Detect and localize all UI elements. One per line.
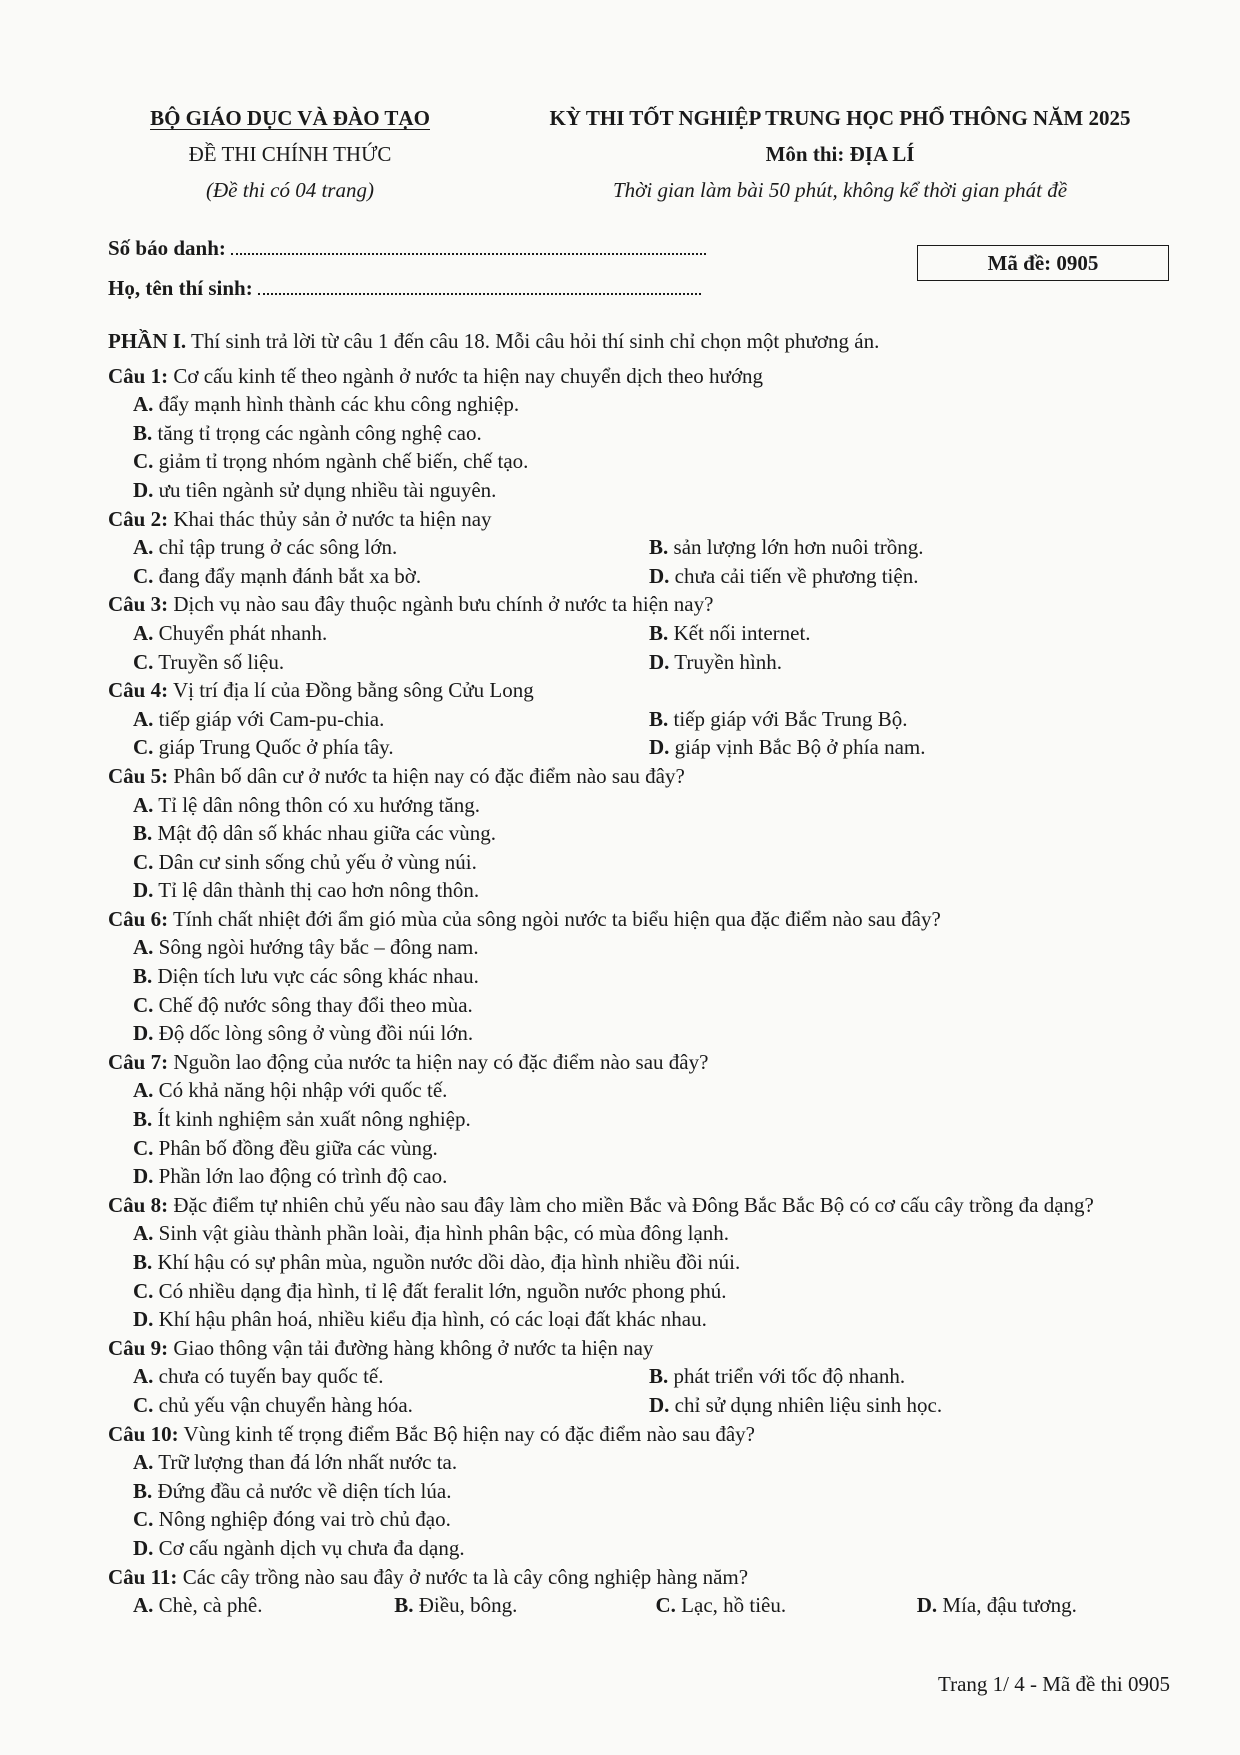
answer-option[interactable] — [108, 1248, 1178, 1277]
option-text: chỉ sử dụng nhiên liệu sinh học. — [674, 1392, 943, 1417]
question-label: Câu 1: — [108, 363, 169, 388]
option-text: Trữ lượng than đá lớn nhất nước ta. — [158, 1450, 458, 1475]
option-letter: B. — [649, 535, 669, 560]
option-text: Có khả năng hội nhập với quốc tế. — [158, 1078, 448, 1103]
option-text: Truyền số liệu. — [158, 649, 285, 674]
option-text: Sinh vật giàu thành phần loài, địa hình phân bậc, có mùa đông lạnh. — [158, 1221, 730, 1246]
option-text: đẩy mạnh hình thành các khu công nghiệp. — [158, 392, 520, 417]
answer-option[interactable] — [108, 1534, 1178, 1563]
options-row — [108, 1362, 1178, 1391]
option-text: sản lượng lớn hơn nuôi trồng. — [673, 535, 924, 560]
answer-option[interactable] — [133, 648, 649, 677]
question-text: Các cây trồng nào sau đây ở nước ta là cây công nghiệp hàng năm? — [182, 1564, 749, 1589]
answer-option[interactable] — [917, 1591, 1178, 1620]
answer-option[interactable] — [108, 1448, 1178, 1477]
answer-option[interactable] — [108, 1162, 1178, 1191]
official-label: ĐỀ THI CHÍNH THỨC — [188, 142, 392, 166]
question-stem — [108, 505, 1178, 534]
option-letter: C. — [133, 1278, 154, 1303]
option-letter: A. — [133, 1450, 154, 1475]
option-text: giáp Trung Quốc ở phía tây. — [158, 735, 394, 760]
option-letter: A. — [133, 792, 154, 817]
answer-option[interactable] — [133, 562, 649, 591]
options-row — [108, 533, 1178, 562]
option-letter: A. — [133, 1078, 154, 1103]
option-text: tăng tỉ trọng các ngành công nghệ cao. — [157, 420, 482, 445]
header-right — [490, 100, 1190, 208]
answer-option[interactable] — [108, 1019, 1178, 1048]
option-text: Phần lớn lao động có trình độ cao. — [158, 1164, 448, 1189]
options-row — [108, 733, 1178, 762]
option-text: Đứng đầu cả nước về diện tích lúa. — [157, 1478, 452, 1503]
question-8 — [108, 1191, 1178, 1334]
option-letter: A. — [133, 1364, 154, 1389]
option-text: phát triển với tốc độ nhanh. — [673, 1364, 906, 1389]
page-footer: Trang 1/ 4 - Mã đề thi 0905 — [938, 1672, 1170, 1696]
question-label: Câu 4: — [108, 678, 169, 703]
question-3 — [108, 590, 1178, 676]
option-text: Khí hậu phân hoá, nhiều kiểu địa hình, có các loại đất khác nhau. — [158, 1307, 707, 1332]
option-letter: B. — [649, 706, 669, 731]
answer-option[interactable] — [108, 876, 1178, 905]
answer-option[interactable] — [649, 619, 1165, 648]
exam-code-label: Mã đề: — [987, 251, 1052, 275]
answer-option[interactable] — [108, 1105, 1178, 1134]
answer-option[interactable] — [108, 1219, 1178, 1248]
question-text: Nguồn lao động của nước ta hiện nay có đặc điểm nào sau đây? — [173, 1049, 709, 1074]
option-text: Sông ngòi hướng tây bắc – đông nam. — [158, 935, 479, 960]
option-text: Mía, đậu tương. — [942, 1593, 1077, 1618]
option-letter: C. — [133, 735, 154, 760]
question-text: Đặc điểm tự nhiên chủ yếu nào sau đây làm cho miền Bắc và Đông Bắc Bắc Bộ có cơ cấu cây trồng đa dạng? — [173, 1192, 1094, 1217]
option-letter: A. — [133, 620, 154, 645]
option-letter: B. — [133, 964, 153, 989]
answer-option[interactable] — [108, 419, 1178, 448]
option-text: Tỉ lệ dân thành thị cao hơn nông thôn. — [158, 878, 480, 903]
answer-option[interactable] — [133, 533, 649, 562]
question-text: Phân bố dân cư ở nước ta hiện nay có đặc điểm nào sau đây? — [173, 763, 685, 788]
option-text: Ít kinh nghiệm sản xuất nông nghiệp. — [157, 1107, 471, 1132]
option-text: Diện tích lưu vực các sông khác nhau. — [157, 964, 479, 989]
answer-option[interactable] — [133, 1591, 394, 1620]
option-text: chưa có tuyến bay quốc tế. — [158, 1364, 384, 1389]
option-letter: D. — [133, 1535, 154, 1560]
exam-code-value: 0905 — [1056, 251, 1099, 275]
answer-option[interactable] — [108, 1305, 1178, 1334]
option-text: Độ dốc lòng sông ở vùng đồi núi lớn. — [158, 1021, 474, 1046]
question-4 — [108, 676, 1178, 762]
answer-option[interactable] — [649, 533, 1165, 562]
ministry-name: BỘ GIÁO DỤC VÀ ĐÀO TẠO — [150, 106, 430, 130]
option-letter: B. — [649, 1364, 669, 1389]
pages-note: (Đề thi có 04 trang) — [206, 178, 374, 202]
option-letter: B. — [394, 1593, 414, 1618]
answer-option[interactable] — [133, 1391, 649, 1420]
option-text: Chế độ nước sông thay đổi theo mùa. — [158, 992, 473, 1017]
question-10 — [108, 1420, 1178, 1563]
answer-option[interactable] — [649, 705, 1165, 734]
option-text: Khí hậu có sự phân mùa, nguồn nước dồi dào, địa hình nhiều đồi núi. — [157, 1250, 741, 1274]
candidate-id-label: Số báo danh: — [108, 236, 226, 260]
option-letter: B. — [133, 1107, 153, 1132]
question-stem — [108, 1334, 1178, 1363]
options-row — [108, 705, 1178, 734]
answer-option[interactable] — [133, 705, 649, 734]
answer-option[interactable] — [108, 1277, 1178, 1306]
option-letter: A. — [133, 1221, 154, 1246]
answer-option[interactable] — [108, 1134, 1178, 1163]
question-stem — [108, 362, 1178, 391]
question-5 — [108, 762, 1178, 905]
candidate-id-field — [108, 234, 706, 263]
option-text: chỉ tập trung ở các sông lớn. — [158, 535, 398, 560]
subject-label: Môn thi: — [765, 142, 845, 166]
question-label: Câu 7: — [108, 1049, 169, 1074]
option-letter: B. — [649, 620, 669, 645]
header-left — [100, 100, 480, 208]
option-text: Tỉ lệ dân nông thôn có xu hướng tăng. — [158, 792, 480, 817]
options-row — [108, 619, 1178, 648]
question-stem — [108, 1420, 1178, 1449]
option-text: Truyền hình. — [674, 649, 783, 674]
question-label: Câu 2: — [108, 506, 169, 531]
option-letter: B. — [133, 1478, 153, 1503]
answer-option[interactable] — [108, 791, 1178, 820]
answer-option[interactable] — [108, 933, 1178, 962]
answer-option[interactable] — [649, 562, 1165, 591]
question-label: Câu 10: — [108, 1421, 179, 1446]
option-letter: A. — [133, 935, 154, 960]
option-text: chưa cải tiến về phương tiện. — [674, 563, 919, 588]
answer-option[interactable] — [108, 476, 1178, 505]
option-letter: C. — [133, 992, 154, 1017]
answer-option[interactable] — [649, 1391, 1165, 1420]
answer-option[interactable] — [108, 1477, 1178, 1506]
question-text: Cơ cấu kinh tế theo ngành ở nước ta hiện nay chuyển dịch theo hướng — [173, 363, 764, 388]
option-text: Mật độ dân số khác nhau giữa các vùng. — [157, 821, 497, 846]
option-text: Dân cư sinh sống chủ yếu ở vùng núi. — [158, 849, 477, 874]
option-letter: D. — [133, 1021, 154, 1046]
option-text: Chuyển phát nhanh. — [158, 620, 328, 645]
options-row — [108, 562, 1178, 591]
answer-option[interactable] — [649, 1362, 1165, 1391]
option-text: chủ yếu vận chuyển hàng hóa. — [158, 1392, 413, 1417]
answer-option[interactable] — [649, 648, 1165, 677]
time-note: Thời gian làm bài 50 phút, không kể thời gian phát đề — [612, 178, 1068, 202]
option-text: tiếp giáp với Cam-pu-chia. — [158, 706, 385, 731]
option-letter: C. — [133, 849, 154, 874]
option-text: Kết nối internet. — [673, 620, 811, 645]
candidate-name-field — [108, 274, 701, 303]
option-text: giảm tỉ trọng nhóm ngành chế biến, chế tạo. — [158, 449, 529, 474]
question-stem — [108, 1191, 1178, 1220]
answer-option[interactable] — [108, 1076, 1178, 1105]
question-stem — [108, 1048, 1178, 1077]
answer-option[interactable] — [108, 819, 1178, 848]
question-list — [108, 362, 1178, 1620]
question-label: Câu 3: — [108, 592, 169, 617]
option-text: Có nhiều dạng địa hình, tỉ lệ đất feralit lớn, nguồn nước phong phú. — [158, 1278, 727, 1303]
option-text: Lạc, hồ tiêu. — [681, 1593, 787, 1618]
question-label: Câu 5: — [108, 763, 169, 788]
option-text: tiếp giáp với Bắc Trung Bộ. — [673, 706, 908, 731]
option-letter: C. — [133, 1392, 154, 1417]
option-letter: D. — [916, 1593, 938, 1618]
option-letter: C. — [655, 1593, 676, 1618]
part1-instruction — [108, 327, 1178, 356]
option-text: giáp vịnh Bắc Bộ ở phía nam. — [674, 735, 926, 760]
option-letter: D. — [133, 477, 154, 502]
option-text: Điều, bông. — [418, 1593, 518, 1618]
question-text: Tính chất nhiệt đới ẩm gió mùa của sông ngòi nước ta biểu hiện qua đặc điểm nào sau đây? — [172, 906, 941, 931]
option-letter: C. — [133, 563, 154, 588]
option-letter: C. — [133, 649, 154, 674]
answer-option[interactable] — [108, 1505, 1178, 1534]
options-row — [108, 648, 1178, 677]
answer-option[interactable] — [108, 848, 1178, 877]
candidate-name-label: Họ, tên thí sinh: — [108, 276, 253, 300]
question-text: Vị trí địa lí của Đồng bằng sông Cửu Long — [172, 678, 534, 703]
question-stem — [108, 676, 1178, 705]
option-letter: D. — [649, 735, 670, 760]
answer-option[interactable] — [649, 733, 1165, 762]
questions-body — [108, 327, 1178, 1620]
question-11 — [108, 1563, 1178, 1620]
question-stem — [108, 905, 1178, 934]
option-letter: D. — [649, 649, 670, 674]
answer-option[interactable] — [108, 991, 1178, 1020]
question-text: Khai thác thủy sản ở nước ta hiện nay — [173, 506, 492, 531]
option-text: Phân bố đồng đều giữa các vùng. — [158, 1135, 438, 1160]
answer-option[interactable] — [133, 619, 649, 648]
option-letter: B. — [133, 821, 153, 846]
option-letter: D. — [133, 878, 154, 903]
option-letter: C. — [133, 1135, 154, 1160]
question-label: Câu 8: — [108, 1192, 169, 1217]
question-label: Câu 6: — [108, 906, 169, 931]
option-letter: B. — [133, 420, 153, 445]
question-stem — [108, 762, 1178, 791]
option-text: đang đẩy mạnh đánh bắt xa bờ. — [158, 563, 422, 588]
question-text: Dịch vụ nào sau đây thuộc ngành bưu chính ở nước ta hiện nay? — [173, 592, 714, 617]
answer-option[interactable] — [133, 1362, 649, 1391]
answer-option[interactable] — [108, 390, 1178, 419]
question-text: Vùng kinh tế trọng điểm Bắc Bộ hiện nay có đặc điểm nào sau đây? — [183, 1421, 755, 1446]
question-text: Giao thông vận tải đường hàng không ở nước ta hiện nay — [173, 1335, 654, 1360]
option-letter: A. — [133, 535, 154, 560]
option-letter: A. — [133, 392, 154, 417]
option-letter: D. — [649, 1392, 670, 1417]
part1-title: PHẦN I. — [108, 329, 187, 353]
question-stem — [108, 1563, 1178, 1592]
answer-option[interactable] — [656, 1591, 917, 1620]
subject-name: ĐỊA LÍ — [849, 142, 915, 166]
option-letter: C. — [133, 1507, 154, 1532]
question-9 — [108, 1334, 1178, 1420]
answer-option[interactable] — [108, 447, 1178, 476]
answer-option[interactable] — [108, 962, 1178, 991]
exam-code-box — [917, 245, 1169, 281]
answer-option[interactable] — [133, 733, 649, 762]
option-letter: A. — [133, 706, 154, 731]
question-6 — [108, 905, 1178, 1048]
option-text: Chè, cà phê. — [158, 1593, 263, 1618]
option-text: Cơ cấu ngành dịch vụ chưa đa dạng. — [158, 1535, 465, 1560]
question-2 — [108, 505, 1178, 591]
options-row — [108, 1391, 1178, 1420]
options-row — [108, 1591, 1178, 1620]
option-letter: D. — [649, 563, 670, 588]
candidate-name-blank[interactable] — [258, 275, 701, 295]
option-letter: D. — [133, 1307, 154, 1332]
answer-option[interactable] — [394, 1591, 655, 1620]
option-letter: C. — [133, 449, 154, 474]
question-label: Câu 11: — [108, 1564, 178, 1589]
question-label: Câu 9: — [108, 1335, 169, 1360]
part1-text: Thí sinh trả lời từ câu 1 đến câu 18. Mỗi câu hỏi thí sinh chỉ chọn một phương án. — [191, 329, 880, 353]
exam-title: KỲ THI TỐT NGHIỆP TRUNG HỌC PHỔ THÔNG NĂM 2025 — [549, 106, 1131, 130]
question-7 — [108, 1048, 1178, 1191]
candidate-id-blank[interactable] — [231, 235, 706, 255]
option-text: Nông nghiệp đóng vai trò chủ đạo. — [158, 1507, 451, 1532]
option-letter: D. — [133, 1164, 154, 1189]
option-text: ưu tiên ngành sử dụng nhiều tài nguyên. — [158, 477, 497, 502]
option-letter: B. — [133, 1250, 153, 1274]
subject-line — [490, 136, 1190, 172]
option-letter: A. — [133, 1593, 154, 1618]
question-stem — [108, 590, 1178, 619]
question-1 — [108, 362, 1178, 505]
